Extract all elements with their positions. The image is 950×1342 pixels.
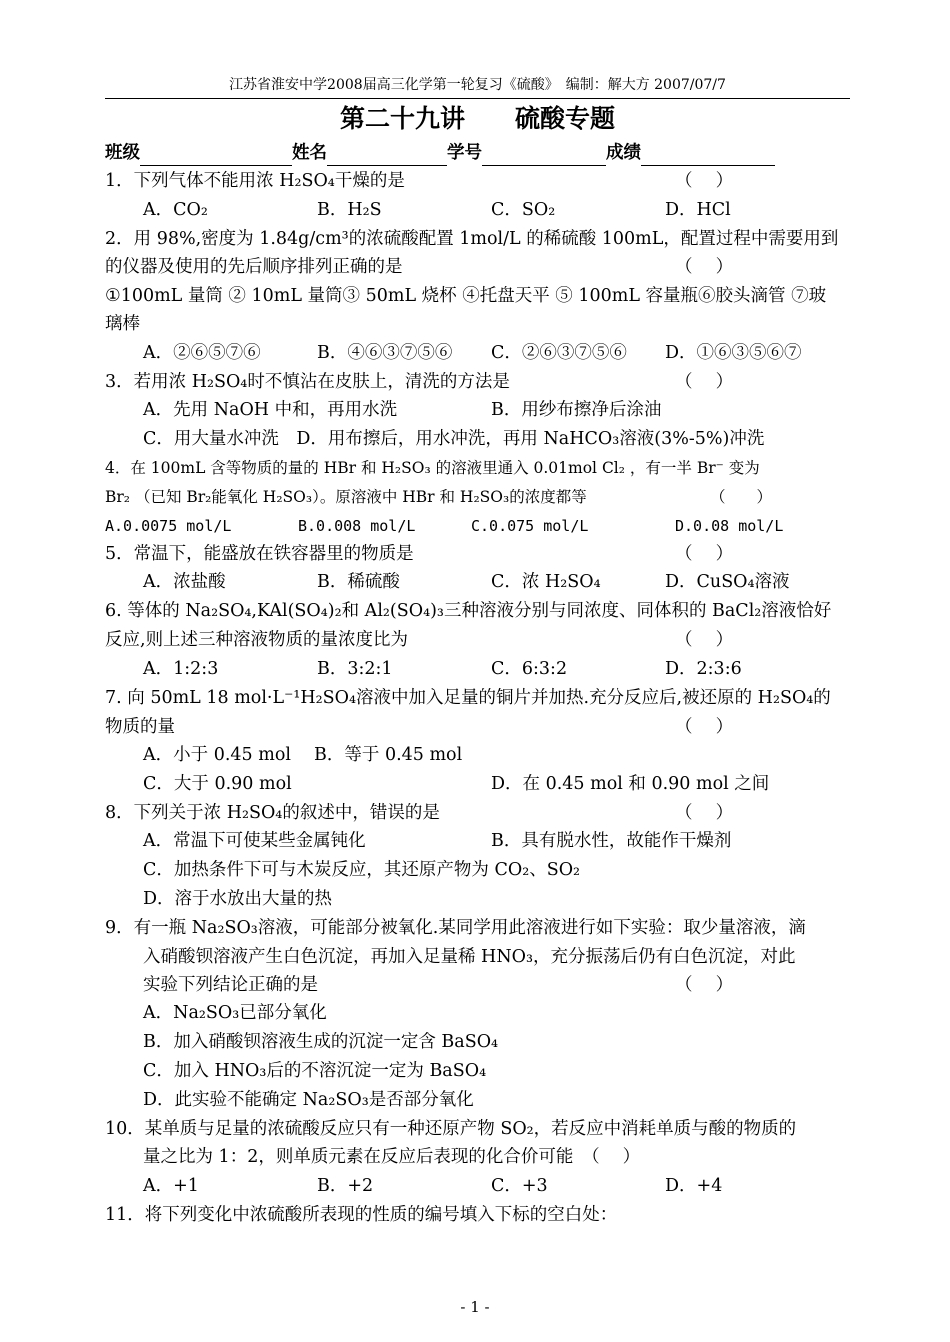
question-4-options xyxy=(105,513,855,539)
question-2-line-4: 璃棒 xyxy=(105,314,140,334)
question-7-options-cd xyxy=(105,771,855,797)
question-text: 物质的量 xyxy=(105,717,175,737)
option-a: A．先用 NaOH 中和，再用水洗 xyxy=(143,400,398,420)
option-b: B．用纱布擦净后涂油 xyxy=(491,400,662,420)
option-c: C．+3 xyxy=(491,1176,548,1196)
option-c: C.0.075 mol/L xyxy=(471,517,589,535)
class-blank[interactable] xyxy=(140,145,292,166)
question-text: 1．下列气体不能用浓 H₂SO₄干燥的是 xyxy=(105,171,405,191)
question-text: Br₂ （已知 Br₂能氧化 H₂SO₃）。原溶液中 HBr 和 H₂SO₃的浓度都等 xyxy=(105,488,587,506)
question-9-option-c xyxy=(105,1058,855,1084)
answer-paren: （ ） xyxy=(675,257,734,277)
question-9-option-d xyxy=(105,1087,855,1113)
question-10-options xyxy=(105,1173,855,1199)
option-b: B．H₂S xyxy=(317,200,382,220)
number-blank[interactable] xyxy=(482,145,606,166)
question-1-options xyxy=(105,197,855,223)
option-ab: A．小于 0.45 mol B．等于 0.45 mol xyxy=(143,745,463,765)
option-c: C．②⑥③⑦⑤⑥ xyxy=(491,343,627,363)
page-title: 第二十九讲 硫酸专题 xyxy=(339,104,615,133)
question-2-line-1: 2．用 98%,密度为 1.84g/cm³的浓硫酸配置 1mol/L 的稀硫酸 100mL，配置过程中需要用到 xyxy=(105,229,839,249)
question-10-line-2 xyxy=(105,1144,855,1170)
question-5 xyxy=(105,541,855,567)
question-text: 入硝酸钡溶液产生白色沉淀，再加入足量稀 HNO₃，充分振荡后仍有白色沉淀，对此 xyxy=(143,947,796,967)
score-label: 成绩 xyxy=(606,143,641,163)
answer-paren: （ ） xyxy=(675,630,734,650)
option-a: A.0.0075 mol/L xyxy=(105,517,232,535)
option-c: C．6:3:2 xyxy=(491,659,568,679)
option-d: D．①⑥③⑤⑥⑦ xyxy=(665,343,802,363)
answer-paren: （ ） xyxy=(710,488,773,506)
question-text: 量之比为 1：2，则单质元素在反应后表现的化合价可能 （ ） xyxy=(143,1147,641,1167)
option-d: D．在 0.45 mol 和 0.90 mol 之间 xyxy=(491,774,770,794)
option-b: B．3:2:1 xyxy=(317,659,393,679)
option-a: A．1:2:3 xyxy=(143,659,219,679)
question-3-options-cd xyxy=(105,426,855,452)
option-d: D．HCl xyxy=(665,200,731,220)
answer-paren: （ ） xyxy=(675,171,734,191)
option-a: A．CO₂ xyxy=(143,200,208,220)
option-a: A．+1 xyxy=(143,1176,199,1196)
name-blank[interactable] xyxy=(327,145,447,166)
question-7-options-ab xyxy=(105,742,855,768)
question-text: 5．常温下，能盛放在铁容器里的物质是 xyxy=(105,544,414,564)
question-8 xyxy=(105,800,855,826)
student-info-line xyxy=(105,140,855,166)
question-7-line-2 xyxy=(105,714,855,740)
option-c: C．加热条件下可与木炭反应，其还原产物为 CO₂、SO₂ xyxy=(143,860,581,880)
question-text: 反应,则上述三种溶液物质的量浓度比为 xyxy=(105,630,409,650)
option-d: D．2:3:6 xyxy=(665,659,742,679)
option-c: C．浓 H₂SO₄ xyxy=(491,572,601,592)
question-3 xyxy=(105,369,855,395)
answer-paren: （ ） xyxy=(675,372,734,392)
question-3-options-ab xyxy=(105,397,855,423)
question-8-option-c xyxy=(105,857,855,883)
question-8-options-ab xyxy=(105,828,855,854)
question-6-line-1: 6. 等体的 Na₂SO₄,KAl(SO₄)₂和 Al₂(SO₄)₃三种溶液分别与同浓度、同体积的 BaCl₂溶液恰好 xyxy=(105,601,832,621)
option-c: C．SO₂ xyxy=(491,200,556,220)
class-label: 班级 xyxy=(105,143,140,163)
question-1 xyxy=(105,168,855,194)
question-4-line-1: 4．在 100mL 含等物质的量的 HBr 和 H₂SO₃ 的溶液里通入 0.01mol Cl₂ ，有一半 Br⁻ 变为 xyxy=(105,459,760,477)
option-d: D．+4 xyxy=(665,1176,723,1196)
option-c: C．大于 0.90 mol xyxy=(143,774,292,794)
option-c: C．加入 HNO₃后的不溶沉淀一定为 BaSO₄ xyxy=(143,1061,487,1081)
option-d: D．此实验不能确定 Na₂SO₃是否部分氧化 xyxy=(143,1090,474,1110)
question-9-option-a xyxy=(105,1000,855,1026)
question-7-line-1: 7. 向 50mL 18 mol·L⁻¹H₂SO₄溶液中加入足量的铜片并加热.充分反应后,被还原的 H₂SO₄的 xyxy=(105,688,831,708)
option-a: A．②⑥⑤⑦⑥ xyxy=(143,343,261,363)
name-label: 姓名 xyxy=(292,143,327,163)
question-11: 11．将下列变化中浓硫酸所表现的性质的编号填入下标的空白处： xyxy=(105,1205,618,1225)
question-4-line-2 xyxy=(105,484,855,510)
option-b: B．+2 xyxy=(317,1176,374,1196)
question-text: 的仪器及使用的先后顺序排列正确的是 xyxy=(105,257,403,277)
question-5-options xyxy=(105,569,855,595)
question-text: 3．若用浓 H₂SO₄时不慎沾在皮肤上，清洗的方法是 xyxy=(105,372,510,392)
option-a: A．浓盐酸 xyxy=(143,572,226,592)
question-9-line-1: 9．有一瓶 Na₂SO₃溶液，可能部分被氧化.某同学用此溶液进行如下实验：取少量溶液，滴 xyxy=(105,918,806,938)
option-a: A．Na₂SO₃已部分氧化 xyxy=(143,1003,327,1023)
option-a: A．常温下可使某些金属钝化 xyxy=(143,831,366,851)
option-d: D.0.08 mol/L xyxy=(675,517,784,535)
answer-paren: （ ） xyxy=(675,803,734,823)
question-6-line-2 xyxy=(105,627,855,653)
answer-paren: （ ） xyxy=(675,975,734,995)
page-number: - 1 - xyxy=(460,1298,490,1316)
option-b: B．具有脱水性，故能作干燥剂 xyxy=(491,831,732,851)
page-header: 江苏省淮安中学2008届高三化学第一轮复习《硫酸》 编制：解大方 2007/07/7 xyxy=(229,77,726,93)
option-b: B.0.008 mol/L xyxy=(298,517,416,535)
question-9-line-2 xyxy=(105,944,855,970)
question-2-options xyxy=(105,340,855,366)
answer-paren: （ ） xyxy=(675,544,734,564)
question-text: 实验下列结论正确的是 xyxy=(143,975,318,995)
question-8-option-d xyxy=(105,886,855,912)
number-label: 学号 xyxy=(447,143,482,163)
question-6-options xyxy=(105,656,855,682)
score-blank[interactable] xyxy=(641,145,775,166)
question-2-line-2 xyxy=(105,254,855,280)
question-9-option-b xyxy=(105,1029,855,1055)
option-d: D．溶于水放出大量的热 xyxy=(143,889,333,909)
question-9-line-3 xyxy=(105,972,855,998)
question-text: 8．下列关于浓 H₂SO₄的叙述中，错误的是 xyxy=(105,803,440,823)
option-cd: C．用大量水冲洗 D．用布擦后，用水冲洗，再用 NaHCO₃溶液(3%-5%)冲洗 xyxy=(143,429,765,449)
option-b: B．稀硫酸 xyxy=(317,572,400,592)
question-2-line-3: ①100mL 量筒 ② 10mL 量筒③ 50mL 烧杯 ④托盘天平 ⑤ 100mL 容量瓶⑥胶头滴管 ⑦玻 xyxy=(105,286,827,306)
header-rule xyxy=(105,98,850,99)
option-d: D．CuSO₄溶液 xyxy=(665,572,790,592)
option-b: B．加入硝酸钡溶液生成的沉淀一定含 BaSO₄ xyxy=(143,1032,499,1052)
question-10-line-1: 10．某单质与足量的浓硫酸反应只有一种还原产物 SO₂，若反应中消耗单质与酸的物质的 xyxy=(105,1119,797,1139)
answer-paren: （ ） xyxy=(675,717,734,737)
option-b: B．④⑥③⑦⑤⑥ xyxy=(317,343,453,363)
